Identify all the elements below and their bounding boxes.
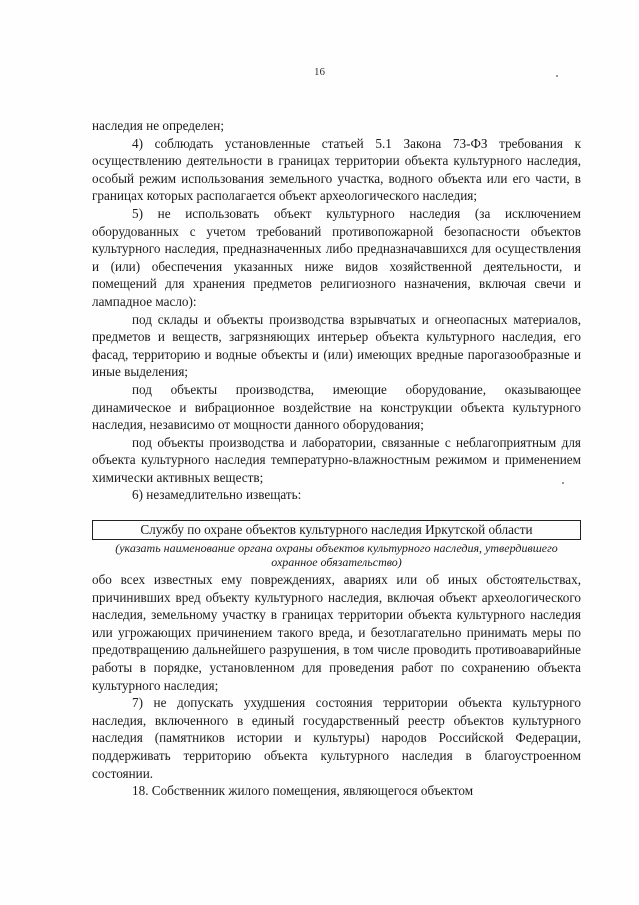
- paragraph: 18. Собственник жилого помещения, являющегося объектом: [132, 783, 474, 799]
- document-body: [92, 117, 581, 800]
- paragraph: 7) не допускать ухудшения состояния территории объекта культурного наследия, включенного в единый государственный реестр объектов культурного наследия (памятников истории и культуры) народов Российской Федерации, поддерживать территорию объекта культурного наследия в благоустроенном состоянии.: [92, 695, 581, 781]
- paragraph: 5) не использовать объект культурного наследия (за исключением оборудованных с учетом требований противопожарной безопасности объектов культурного наследия, предназначенных либо предназначавшихся для осуществления и (или) обеспечения указанных ниже видов хозяйственной деятельности, и помещений для хранения предметов религиозного назначения, включая свечи и лампадное масло):: [92, 205, 581, 309]
- paragraph: под склады и объекты производства взрывчатых и огнеопасных материалов, предметов и веществ, загрязняющих интерьер объекта культурного наследия, его фасад, территорию и водные объекты и (или) имеющих вредные парогазообразные и иные выделения;: [92, 311, 581, 380]
- paragraph: 6) незамедлительно извещать:: [132, 487, 302, 503]
- paragraph: 4) соблюдать установленные статьей 5.1 Закона 73-ФЗ требования к осуществлению деятельности в границах территории объекта культурного наследия, особый режим использования земельного участка, водного объекта или его части, в границах которых располагается объект археологического наследия;: [92, 135, 581, 204]
- scan-speck: [556, 75, 558, 77]
- authority-caption: (указать наименование органа охраны объектов культурного наследия, утвердившего охранное обязательство): [115, 541, 558, 570]
- paragraph: под объекты производства и лаборатории, связанные с неблагоприятным для объекта культурного наследия температурно-влажностным режимом и применением химически активных веществ;: [92, 434, 581, 485]
- paragraph: под объекты производства, имеющие оборудование, оказывающее динамическое и вибрационное воздействие на конструкции объекта культурного наследия, независимо от мощности данного оборудования;: [92, 381, 581, 433]
- authority-name-box: Службу по охране объектов культурного наследия Иркутской области: [92, 520, 581, 540]
- page-number: 16: [314, 66, 325, 78]
- paragraph: наследия не определен;: [92, 118, 225, 133]
- paragraph: обо всех известных ему повреждениях, авариях или об иных обстоятельствах, причинивших вред объекту культурного наследия, включая объект археологического наследия, земельному участку в границах территории объекта культурного наследия или угрожающих причинением такого вреда, и безотлагательно принимать меры по предотвращению дальнейшего разрушения, в том числе проводить противоаварийные работы в порядке, установленном для проведения работ по сохранению объекта культурного наследия;: [92, 572, 581, 693]
